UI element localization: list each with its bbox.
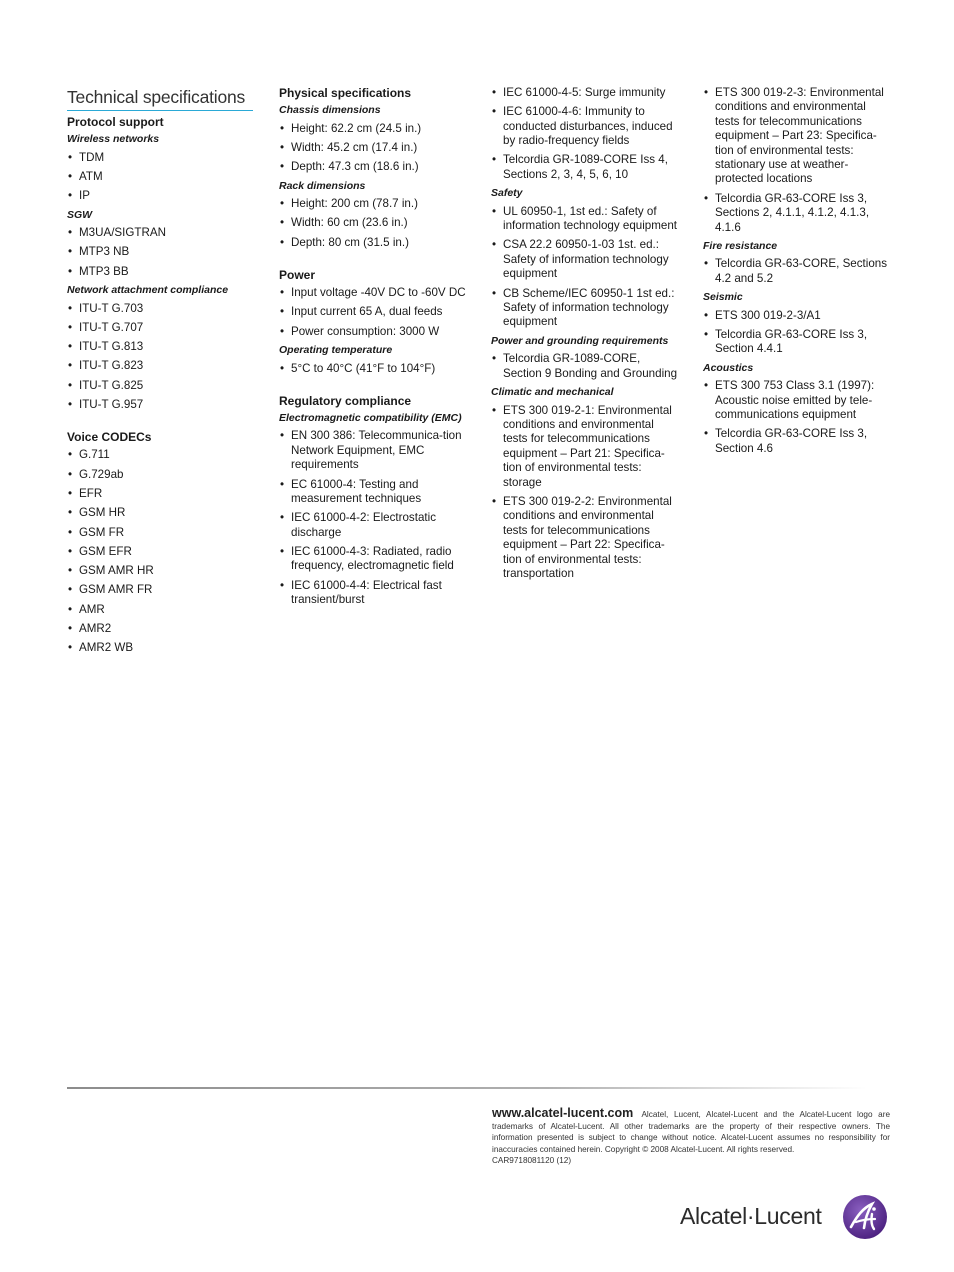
network-attachment-subheading: Network attachment compliance bbox=[67, 284, 229, 296]
list-item: • 5°C to 40°C (41°F to 104°F) bbox=[279, 362, 469, 376]
website-link[interactable]: www.alcatel-lucent.com bbox=[492, 1106, 634, 1120]
list-item: • ITU-T G.957 bbox=[67, 398, 253, 412]
list-item: • ITU-T G.825 bbox=[67, 379, 253, 393]
climatic-mechanical-list-continued bbox=[703, 86, 893, 235]
fire-resistance-list bbox=[703, 257, 893, 286]
list-item: • IEC 61000-4-6: Immunity to conducted disturbances, induced by radio-frequency fields bbox=[491, 105, 681, 148]
emc-list bbox=[279, 429, 469, 607]
list-item: • IEC 61000-4-5: Surge immunity bbox=[491, 86, 681, 100]
emc-list-continued bbox=[491, 86, 681, 182]
list-item: • Depth: 47.3 cm (18.6 in.) bbox=[279, 160, 469, 174]
logo-mark-icon bbox=[842, 1194, 888, 1240]
list-item: • Input voltage -40V DC to -60V DC bbox=[279, 286, 469, 300]
list-item: • M3UA/SIGTRAN bbox=[67, 226, 253, 240]
regulatory-compliance-heading: Regulatory compliance bbox=[279, 393, 412, 408]
list-item: • UL 60950-1, 1st ed.: Safety of information technology equipment bbox=[491, 205, 681, 234]
column-4 bbox=[703, 86, 893, 461]
list-item: • Telcordia GR-1089-CORE Iss 4, Sections 2, 3, 4, 5, 6, 10 bbox=[491, 153, 681, 182]
list-item: • GSM FR bbox=[67, 526, 253, 540]
voice-codecs-list bbox=[67, 448, 253, 655]
list-item: • Telcordia GR-63-CORE Iss 3, Sections 2, 4.1.1, 4.1.2, 4.1.3, 4.1.6 bbox=[703, 192, 893, 235]
column-3 bbox=[491, 86, 681, 586]
climatic-mechanical-list bbox=[491, 404, 681, 582]
list-item: • AMR2 WB bbox=[67, 641, 253, 655]
seismic-list bbox=[703, 309, 893, 357]
list-item: • IP bbox=[67, 189, 253, 203]
logo-wordmark: Alcatel·Lucent bbox=[680, 1203, 822, 1229]
sgw-list bbox=[67, 226, 253, 279]
voice-codecs-heading: Voice CODECs bbox=[67, 430, 152, 445]
power-grounding-subheading: Power and grounding requirements bbox=[491, 334, 669, 347]
legal-text: Alcatel, Lucent, Alcatel-Lucent and the Alcatel-Lucent logo are trademarks of Alcatel-Lucent. All other trademarks are the property of their respective owners. The information presented is subject to change without notice. Alcatel-Lucent assumes no responsibility for inaccuracies contained herein. Copyright © 2008 Alcatel-Lucent. All rights reserved. bbox=[492, 1110, 890, 1154]
list-item: • EFR bbox=[67, 487, 253, 501]
acoustics-subheading: Acoustics bbox=[703, 361, 754, 374]
list-item: • ITU-T G.823 bbox=[67, 359, 253, 373]
list-item: • IEC 61000-4-4: Electrical fast transient/burst bbox=[279, 579, 469, 608]
list-item: • ITU-T G.703 bbox=[67, 302, 253, 316]
acoustics-list bbox=[703, 379, 893, 456]
operating-temperature-list bbox=[279, 362, 469, 376]
list-item: • AMR2 bbox=[67, 622, 253, 636]
list-item: • MTP3 BB bbox=[67, 265, 253, 279]
list-item: • GSM EFR bbox=[67, 545, 253, 559]
list-item: • Width: 60 cm (23.6 in.) bbox=[279, 216, 469, 230]
list-item: • Telcordia GR-63-CORE, Sections 4.2 and 5.2 bbox=[703, 257, 893, 286]
list-item: • Telcordia GR-1089-CORE, Section 9 Bonding and Grounding bbox=[491, 352, 681, 381]
list-item: • ETS 300 019-2-2: Environmental conditions and environmental tests for telecommunications equipment – Part 22: Specifica-tion of environmental tests: transportation bbox=[491, 495, 681, 581]
column-2 bbox=[279, 86, 469, 612]
protocol-support-heading: Protocol support bbox=[67, 115, 164, 129]
rack-dimensions-subheading: Rack dimensions bbox=[279, 179, 366, 192]
fire-resistance-subheading: Fire resistance bbox=[703, 239, 778, 252]
list-item: • EN 300 386: Telecommunica-tion Network Equipment, EMC requirements bbox=[279, 429, 469, 472]
list-item: • ETS 300 019-2-3: Environmental conditions and environmental tests for telecommunications equipment – Part 23: Specifica-tion of environmental tests: stationary use at weather-protected locations bbox=[703, 86, 893, 187]
list-item: • Telcordia GR-63-CORE Iss 3, Section 4.4.1 bbox=[703, 328, 893, 357]
column-1 bbox=[67, 86, 253, 661]
list-item: • ATM bbox=[67, 170, 253, 184]
wireless-networks-list bbox=[67, 151, 253, 204]
power-heading: Power bbox=[279, 268, 316, 282]
list-item: • Input current 65 A, dual feeds bbox=[279, 305, 469, 319]
list-item: • ETS 300 753 Class 3.1 (1997): Acoustic noise emitted by tele-communications equipment bbox=[703, 379, 893, 422]
seismic-subheading: Seismic bbox=[703, 291, 743, 304]
chassis-dimensions-list bbox=[279, 122, 469, 175]
network-attachment-list bbox=[67, 302, 253, 413]
list-item: • Power consumption: 3000 W bbox=[279, 325, 469, 339]
list-item: • MTP3 NB bbox=[67, 245, 253, 259]
list-item: • IEC 61000-4-2: Electrostatic discharge bbox=[279, 511, 469, 540]
footer-divider bbox=[67, 1087, 867, 1089]
list-item: • EC 61000-4: Testing and measurement techniques bbox=[279, 478, 469, 507]
page-title: Technical specifications bbox=[67, 86, 253, 111]
list-item: • CB Scheme/IEC 60950-1 1st ed.: Safety of information technology equipment bbox=[491, 287, 681, 330]
power-grounding-list bbox=[491, 352, 681, 381]
safety-subheading: Safety bbox=[491, 187, 523, 200]
physical-specifications-heading: Physical specifications bbox=[279, 86, 412, 100]
list-item: • GSM HR bbox=[67, 506, 253, 520]
list-item: • G.711 bbox=[67, 448, 253, 462]
list-item: • Height: 62.2 cm (24.5 in.) bbox=[279, 122, 469, 136]
list-item: • CSA 22.2 60950-1-03 1st. ed.: Safety of information technology equipment bbox=[491, 238, 681, 281]
footer-legal bbox=[492, 1108, 890, 1167]
list-item: • TDM bbox=[67, 151, 253, 165]
alcatel-lucent-logo bbox=[680, 1194, 890, 1240]
list-item: • ETS 300 019-2-3/A1 bbox=[703, 309, 893, 323]
rack-dimensions-list bbox=[279, 197, 469, 250]
list-item: • Depth: 80 cm (31.5 in.) bbox=[279, 236, 469, 250]
list-item: • G.729ab bbox=[67, 468, 253, 482]
list-item: • GSM AMR FR bbox=[67, 583, 253, 597]
list-item: • ITU-T G.813 bbox=[67, 340, 253, 354]
power-list bbox=[279, 286, 469, 339]
climatic-mechanical-subheading: Climatic and mechanical bbox=[491, 386, 614, 399]
emc-subheading: Electromagnetic compatibility (EMC) bbox=[279, 411, 462, 424]
list-item: • Telcordia GR-63-CORE Iss 3, Section 4.6 bbox=[703, 427, 893, 456]
chassis-dimensions-subheading: Chassis dimensions bbox=[279, 104, 381, 116]
list-item: • ETS 300 019-2-1: Environmental conditions and environmental tests for telecommunications equipment – Part 21: Specifica-tion of environmental tests: storage bbox=[491, 404, 681, 490]
list-item: • GSM AMR HR bbox=[67, 564, 253, 578]
list-item: • Width: 45.2 cm (17.4 in.) bbox=[279, 141, 469, 155]
list-item: • ITU-T G.707 bbox=[67, 321, 253, 335]
list-item: • AMR bbox=[67, 603, 253, 617]
operating-temperature-subheading: Operating temperature bbox=[279, 344, 393, 356]
wireless-networks-subheading: Wireless networks bbox=[67, 133, 160, 145]
safety-list bbox=[491, 205, 681, 330]
list-item: • Height: 200 cm (78.7 in.) bbox=[279, 197, 469, 211]
document-code: CAR9718081120 (12) bbox=[492, 1156, 572, 1166]
list-item: • IEC 61000-4-3: Radiated, radio frequency, electromagnetic field bbox=[279, 545, 469, 574]
sgw-subheading: SGW bbox=[67, 208, 93, 221]
